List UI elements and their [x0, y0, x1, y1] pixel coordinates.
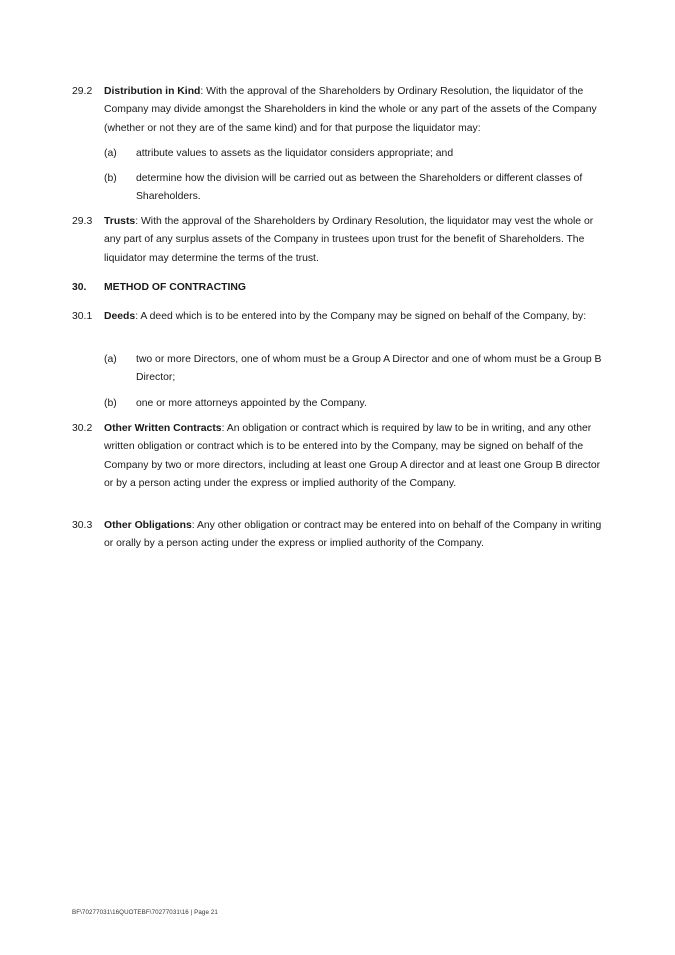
- item-text: determine how the division will be carried out as between the Shareholders or different classes of Shareholders.: [136, 173, 583, 203]
- clause-number: 29.2: [72, 86, 93, 97]
- clause-30-3: [72, 517, 612, 554]
- item-text: two or more Directors, one of whom must be a Group A Director and one of whom must be a Group B Director;: [136, 354, 602, 384]
- clause-body: [104, 420, 608, 493]
- clause-number: 30.3: [72, 520, 93, 531]
- clause-30-2: [72, 420, 612, 493]
- section-number: 30.: [72, 282, 87, 293]
- clause-text: : With the approval of the Shareholders by Ordinary Resolution, the liquidator of the Company may divide amongst the Shareholders in kind the whole or any part of the assets of the Company (whether or not they are of the same kind) and for that purpose the liquidator may:: [104, 86, 597, 134]
- clause-29-2: [72, 83, 612, 138]
- item-label: (a): [104, 354, 117, 365]
- clause-29-3: [72, 213, 612, 268]
- section-30-heading: [72, 279, 246, 297]
- clause-number: 30.1: [72, 311, 93, 322]
- clause-title: Distribution in Kind: [104, 86, 201, 97]
- clause-30-1-item-a: [104, 351, 608, 388]
- clause-title: Other Obligations: [104, 520, 192, 531]
- clause-body: [104, 213, 608, 268]
- clause-number: 30.2: [72, 423, 93, 434]
- item-label: (b): [104, 173, 117, 184]
- clause-body: [104, 308, 608, 326]
- clause-29-2-item-a: [104, 145, 608, 163]
- item-text: attribute values to assets as the liquidator considers appropriate; and: [136, 148, 454, 159]
- clause-number: 29.3: [72, 216, 93, 227]
- clause-text: : An obligation or contract which is required by law to be in writing, and any other written obligation or contract which is to be entered into by the Company, may be signed on behalf of the Company by two or more directors, including at least one Group A director and at least one Group B director or by a person acting under the express or implied authority of the Company.: [104, 423, 601, 489]
- clause-title: Deeds: [104, 311, 136, 322]
- clause-text: : A deed which is to be entered into by the Company may be signed on behalf of the Company, by:: [135, 311, 587, 322]
- clause-text: : Any other obligation or contract may be entered into on behalf of the Company in writing or orally by a person acting under the express or implied authority of the Company.: [104, 520, 602, 550]
- clause-title: Trusts: [104, 216, 136, 227]
- clause-body: [104, 517, 608, 554]
- clause-29-2-item-b: [104, 170, 608, 207]
- page-footer: BF\70277031\16QUOTEBF\70277031\16 | Page 21: [72, 909, 218, 916]
- clause-30-1: [72, 308, 612, 326]
- clause-text: : With the approval of the Shareholders by Ordinary Resolution, the liquidator may vest the whole or any part of any surplus assets of the Company in trustees upon trust for the benefit of Shareholders. The liquidator may determine the terms of the trust.: [104, 216, 594, 264]
- item-text: one or more attorneys appointed by the Company.: [136, 398, 367, 409]
- clause-body: [104, 83, 608, 138]
- item-label: (b): [104, 398, 117, 409]
- clause-title: Other Written Contracts: [104, 423, 222, 434]
- clause-30-1-item-b: [104, 395, 608, 413]
- section-title: METHOD OF CONTRACTING: [104, 282, 246, 293]
- item-label: (a): [104, 148, 117, 159]
